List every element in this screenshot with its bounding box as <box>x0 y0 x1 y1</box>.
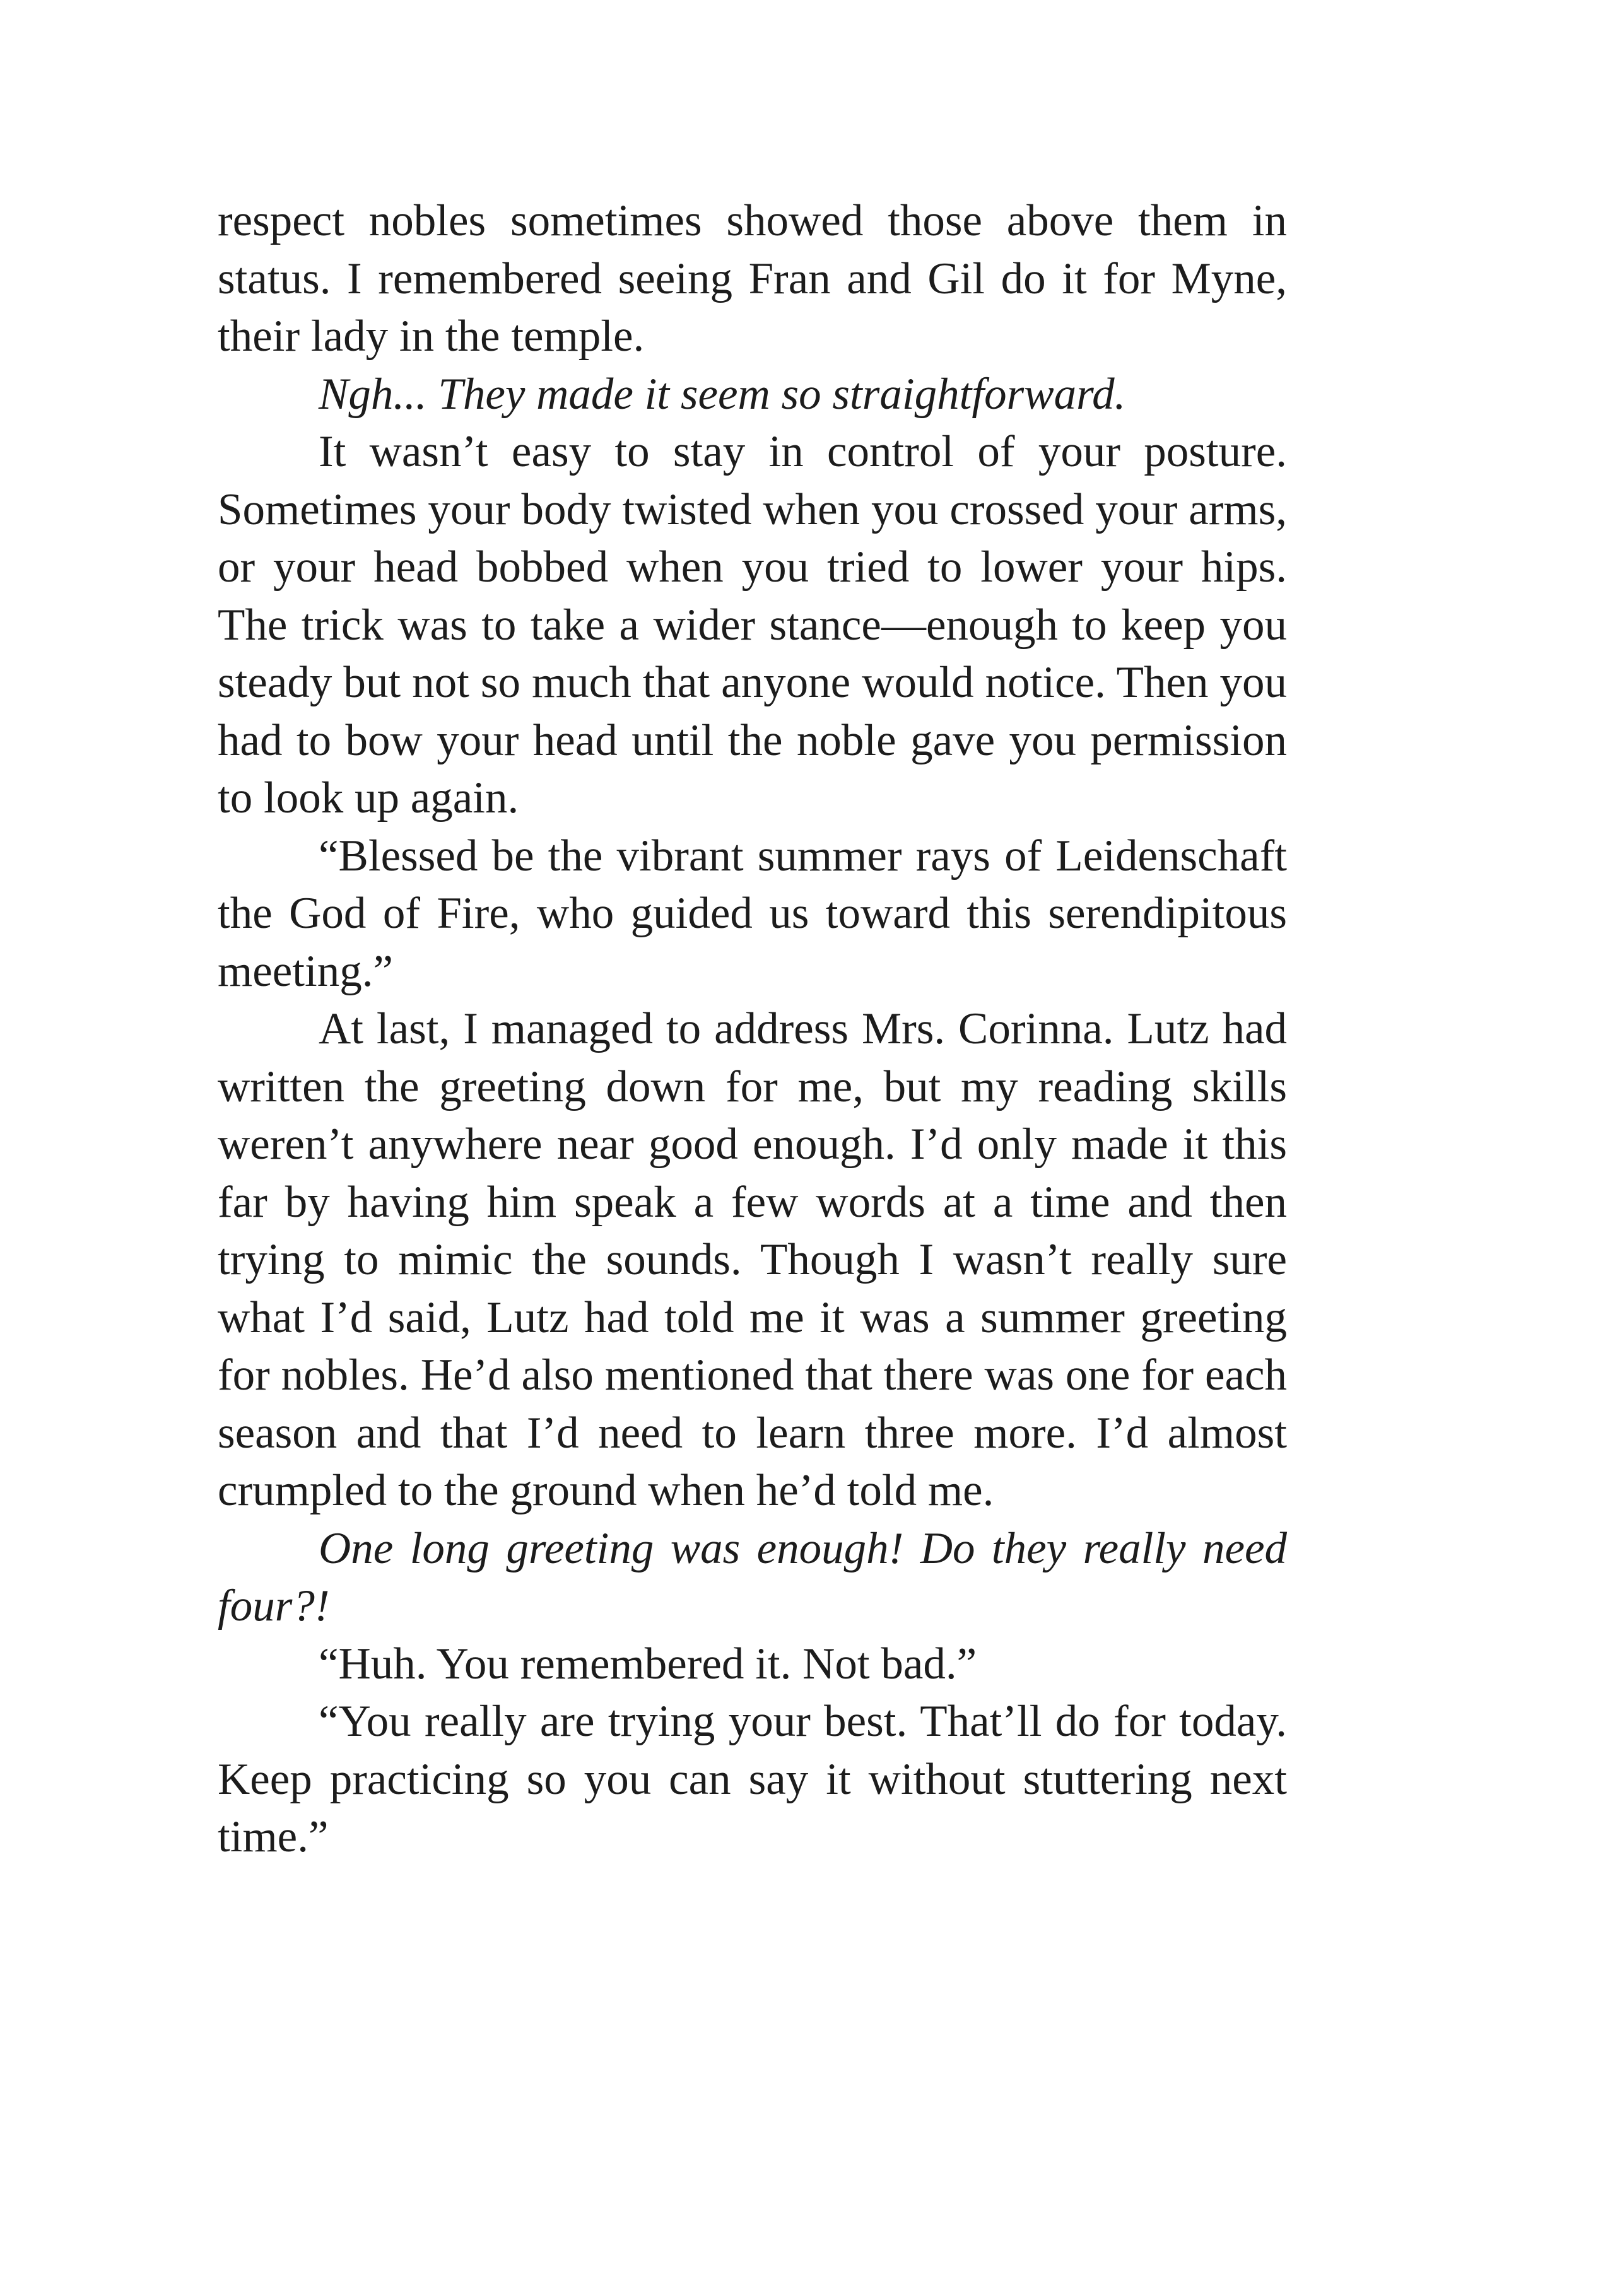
paragraph-inner-thought: Ngh... They made it seem so straightforward. <box>319 369 1126 419</box>
paragraph-dialogue-lutz: “Huh. You remembered it. Not bad.” <box>319 1639 977 1689</box>
body-text <box>218 192 1287 1866</box>
paragraph-inner-complaint: One long greeting was enough! Do they really need four?! <box>218 1523 1287 1631</box>
paragraph-greeting-quote: “Blessed be the vibrant summer rays of Leidenschaft the God of Fire, who guided us toward this serendipitous meeting.” <box>218 831 1287 996</box>
paragraph-posture: It wasn’t easy to stay in control of your posture. Sometimes your body twisted when you crossed your arms, or your head bobbed when you tried to lower your hips. The trick was to take a wider stance—enough to keep you steady but not so much that anyone would notice. Then you had to bow your head until the noble gave you permission to look up again. <box>218 427 1287 823</box>
paragraph-continuation: respect nobles sometimes showed those above them in status. I remembered seeing Fran and Gil do it for Myne, their lady in the temple. <box>218 196 1287 361</box>
paragraph-address-corinna: At last, I managed to address Mrs. Corinna. Lutz had written the greeting down for me, but my reading skills weren’t anywhere near good enough. I’d only made it this far by having him speak a few words at a time and then trying to mimic the sounds. Though I wasn’t really sure what I’d said, Lutz had told me it was a summer greeting for nobles. He’d also mentioned that there was one for each season and that I’d need to learn three more. I’d almost crumpled to the ground when he’d told me. <box>218 1004 1287 1515</box>
paragraph-dialogue-corinna: “You really are trying your best. That’ll do for today. Keep practicing so you can say it without stuttering next time.” <box>218 1697 1287 1861</box>
